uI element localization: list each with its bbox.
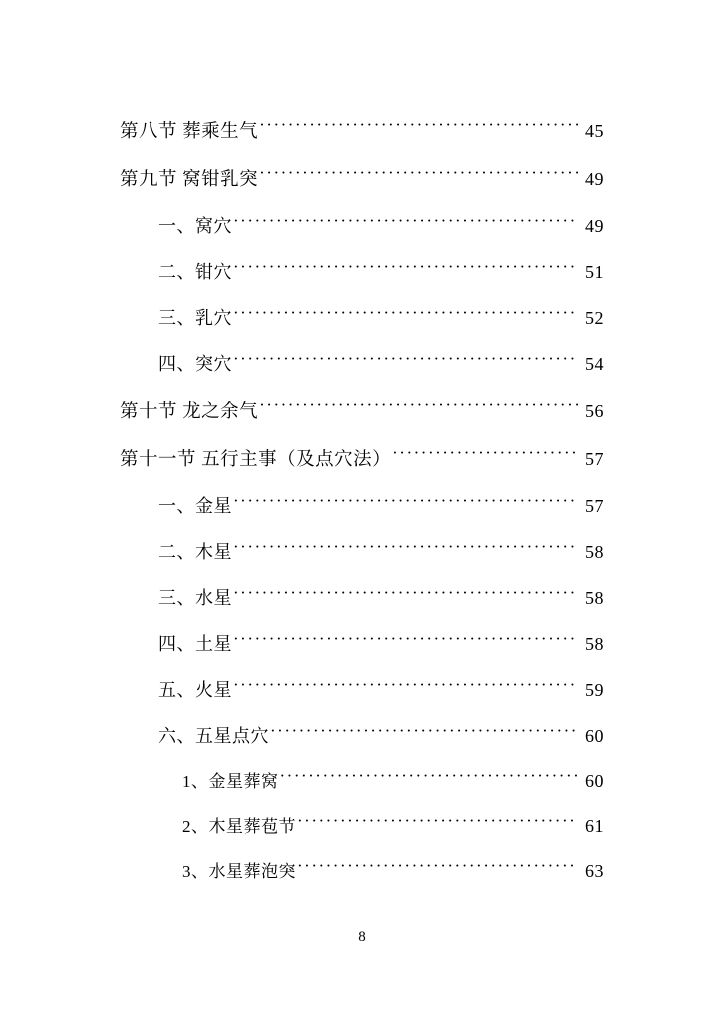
toc-leader-dots	[233, 586, 578, 604]
toc-leader-dots	[259, 398, 578, 417]
toc-entry[interactable]	[120, 214, 604, 235]
toc-entry-page: 59	[585, 680, 604, 700]
toc-leader-dots	[259, 118, 578, 137]
toc-entry-title: 四、土星	[158, 634, 232, 654]
toc-entry-page: 52	[585, 308, 604, 328]
toc-leader-dots	[233, 260, 578, 278]
toc-entry-title: 第十一节 五行主事（及点穴法）	[120, 449, 392, 470]
toc-entry-page: 63	[585, 861, 604, 881]
table-of-contents	[120, 118, 604, 880]
toc-entry[interactable]	[120, 260, 604, 281]
toc-entry-page: 49	[585, 168, 604, 189]
toc-leader-dots	[259, 166, 578, 185]
toc-entry-title: 一、窝穴	[158, 216, 232, 236]
toc-entry[interactable]	[120, 770, 604, 790]
toc-entry-page: 57	[585, 496, 604, 516]
toc-entry-title: 一、金星	[158, 496, 232, 516]
toc-entry-page: 60	[585, 771, 604, 791]
toc-leader-dots	[233, 306, 578, 324]
toc-entry-title: 三、水星	[158, 588, 232, 608]
toc-entry[interactable]	[120, 724, 604, 745]
toc-entry[interactable]	[120, 632, 604, 653]
toc-entry-title: 2、木星葬苞节	[182, 817, 296, 836]
toc-leader-dots	[233, 678, 578, 696]
toc-leader-dots	[392, 446, 578, 465]
toc-entry-title: 四、突穴	[158, 354, 232, 374]
toc-entry-page: 49	[585, 216, 604, 236]
toc-leader-dots	[233, 540, 578, 558]
toc-entry[interactable]	[120, 860, 604, 880]
toc-leader-dots	[233, 214, 578, 232]
toc-entry-title: 五、火星	[158, 680, 232, 700]
toc-entry-page: 58	[585, 542, 604, 562]
toc-entry-page: 57	[585, 448, 604, 469]
toc-leader-dots	[233, 494, 578, 512]
toc-leader-dots	[297, 815, 578, 832]
toc-leader-dots	[297, 860, 578, 877]
toc-entry-title: 二、木星	[158, 542, 232, 562]
toc-entry[interactable]	[120, 815, 604, 835]
toc-entry[interactable]	[120, 398, 604, 421]
toc-leader-dots	[233, 632, 578, 650]
toc-entry[interactable]	[120, 540, 604, 561]
toc-entry-title: 1、金星葬窝	[182, 772, 279, 791]
toc-entry-page: 51	[585, 262, 604, 282]
toc-entry[interactable]	[120, 586, 604, 607]
toc-entry-title: 六、五星点穴	[158, 726, 269, 746]
toc-entry[interactable]	[120, 494, 604, 515]
toc-entry-title: 第八节 葬乘生气	[120, 121, 259, 142]
toc-entry-title: 第九节 窝钳乳突	[120, 169, 259, 190]
toc-entry[interactable]	[120, 678, 604, 699]
toc-entry-title: 二、钳穴	[158, 262, 232, 282]
toc-entry-page: 61	[585, 816, 604, 836]
toc-entry-title: 3、水星葬泡突	[182, 862, 296, 881]
toc-leader-dots	[280, 770, 579, 787]
toc-leader-dots	[270, 724, 578, 742]
page-number: 8	[358, 929, 366, 945]
toc-entry-page: 45	[585, 120, 604, 141]
toc-entry-title: 第十节 龙之余气	[120, 401, 259, 422]
toc-entry-page: 54	[585, 354, 604, 374]
toc-leader-dots	[233, 352, 578, 370]
toc-entry-page: 56	[585, 400, 604, 421]
toc-entry[interactable]	[120, 306, 604, 327]
toc-entry-title: 三、乳穴	[158, 308, 232, 328]
toc-entry[interactable]	[120, 446, 604, 469]
toc-entry[interactable]	[120, 118, 604, 141]
toc-entry[interactable]	[120, 352, 604, 373]
toc-entry[interactable]	[120, 166, 604, 189]
toc-entry-page: 58	[585, 588, 604, 608]
toc-entry-page: 58	[585, 634, 604, 654]
toc-entry-page: 60	[585, 726, 604, 746]
